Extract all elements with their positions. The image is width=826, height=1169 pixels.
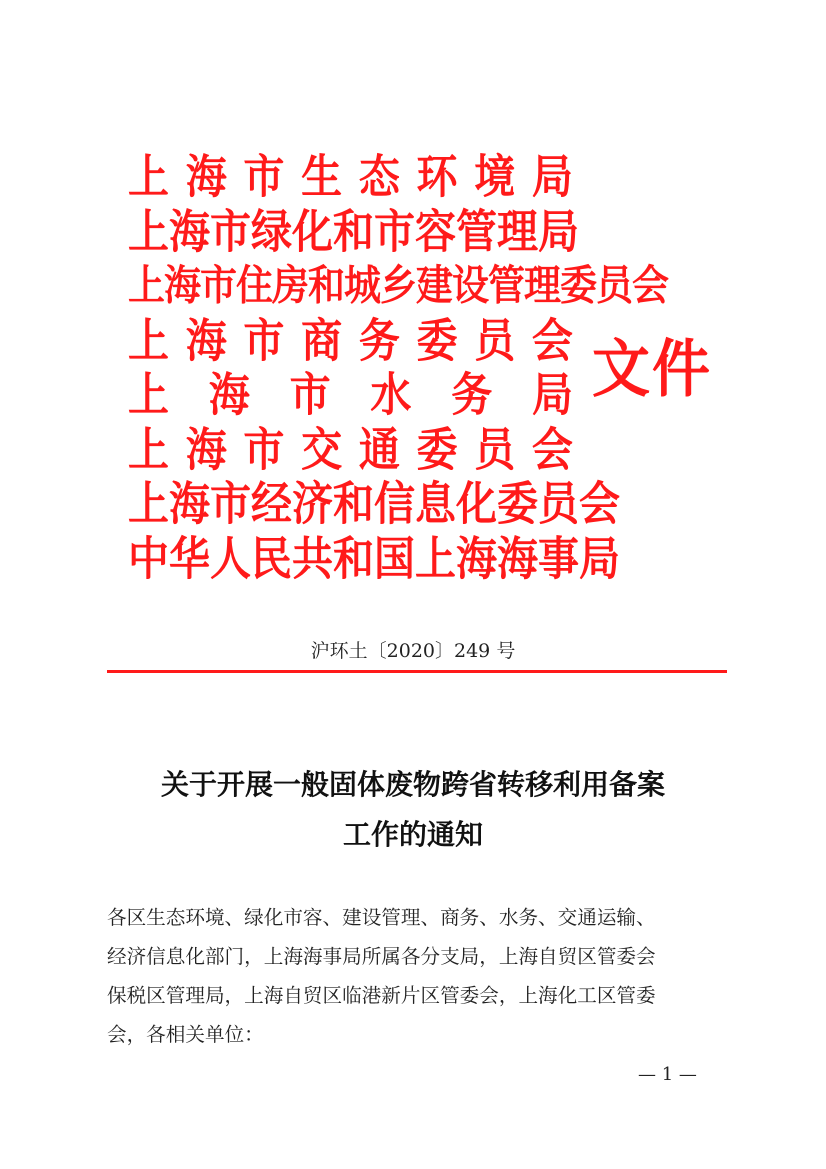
issuer-char: 员: [596, 261, 632, 310]
issuer-char: 事: [538, 531, 579, 586]
issuer-line: [128, 256, 668, 317]
issuer-line: [128, 310, 573, 371]
issuer-char: 上: [128, 261, 164, 310]
issuer-char: 海: [497, 531, 538, 586]
issuer-char: 会: [531, 313, 573, 368]
issuer-char: 和: [333, 477, 374, 531]
salutation-line: 经济信息化部门，上海海事局所属各分支局，上海自贸区管委会: [107, 945, 656, 968]
issuer-char: 理: [497, 204, 538, 259]
salutation-line: 会，各相关单位：: [107, 1023, 264, 1046]
issuer-char: 经: [251, 477, 292, 531]
issuer-char: 人: [210, 531, 251, 586]
issuer-char: 海: [169, 204, 210, 259]
issuer-line: [128, 419, 573, 480]
issuer-char: 和: [333, 531, 374, 586]
issuer-char: 会: [632, 261, 668, 310]
issuer-char: 海: [169, 477, 210, 531]
issuer-char: 市: [374, 204, 415, 259]
page-number: — 1 —: [638, 1064, 697, 1085]
issuer-char: 海: [185, 422, 227, 477]
issuer-char: 建: [416, 261, 452, 310]
issuer-char: 局: [531, 150, 573, 204]
issuer-char: 国: [374, 531, 415, 586]
issuer-char: 生: [301, 150, 343, 204]
issuer-char: 市: [243, 150, 285, 204]
issuer-char: 化: [292, 204, 333, 259]
issuer-char: 房: [272, 261, 308, 310]
issuer-char: 委: [560, 261, 596, 310]
issuer-char: 环: [416, 150, 458, 204]
issuer-char: 务: [451, 368, 493, 422]
issuer-char: 通: [358, 422, 400, 477]
issuer-char: 交: [301, 422, 343, 477]
issuer-char: 态: [358, 150, 400, 204]
issuer-char: 委: [416, 313, 458, 368]
issuer-char: 局: [531, 368, 573, 422]
issuer-char: 济: [292, 477, 333, 531]
issuer-char: 城: [344, 261, 380, 310]
issuer-char: 息: [415, 477, 456, 531]
issuer-char: 员: [474, 313, 516, 368]
issuer-char: 海: [185, 150, 227, 204]
issuer-char: 会: [579, 477, 620, 531]
issuer-line: [128, 147, 573, 208]
issuer-char: 中: [128, 531, 169, 586]
issuer-char: 管: [488, 261, 524, 310]
title-line-2: 工作的通知: [342, 818, 483, 851]
issuer-char: 海: [164, 261, 200, 310]
issuer-char: 信: [374, 477, 415, 531]
issuer-line: [128, 201, 579, 262]
issuer-char: 务: [358, 313, 400, 368]
document-number: 沪环土〔2020〕249 号: [310, 640, 516, 662]
issuer-char: 海: [456, 531, 497, 586]
issuer-char: 容: [415, 204, 456, 259]
issuer-char: 上: [128, 150, 169, 204]
issuer-char: 华: [169, 531, 210, 586]
document-suffix: 文件: [592, 332, 713, 406]
issuer-char: 绿: [251, 204, 292, 259]
issuer-char: 住: [236, 261, 272, 310]
issuer-char: 市: [210, 477, 251, 531]
issuer-char: 上: [128, 368, 169, 422]
issuer-char: 市: [200, 261, 236, 310]
issuer-char: 水: [370, 368, 412, 422]
salutation: [107, 898, 719, 1054]
issuer-line: [128, 365, 573, 426]
issuer-char: 化: [456, 477, 497, 531]
issuer-char: 海: [185, 313, 227, 368]
issuer-char: 和: [308, 261, 344, 310]
red-divider: [107, 670, 727, 673]
issuer-char: 管: [456, 204, 497, 259]
document-title: [0, 760, 826, 860]
issuer-char: 市: [243, 313, 285, 368]
issuer-char: 上: [128, 313, 169, 368]
issuer-char: 市: [289, 368, 331, 422]
issuer-char: 乡: [380, 261, 416, 310]
issuer-char: 民: [251, 531, 292, 586]
salutation-line: 保税区管理局，上海自贸区临港新片区管委会，上海化工区管委: [107, 984, 656, 1007]
issuer-char: 会: [531, 422, 573, 477]
issuer-char: 共: [292, 531, 333, 586]
issuer-char: 委: [416, 422, 458, 477]
issuer-char: 局: [538, 204, 579, 259]
issuer-char: 市: [210, 204, 251, 259]
issuer-char: 商: [301, 313, 343, 368]
issuer-char: 境: [474, 150, 516, 204]
issuer-char: 上: [128, 422, 169, 477]
issuer-char: 市: [243, 422, 285, 477]
issuer-char: 海: [208, 368, 250, 422]
issuer-char: 上: [128, 204, 169, 259]
issuer-line: [128, 474, 620, 535]
issuer-char: 委: [497, 477, 538, 531]
issuer-char: 设: [452, 261, 488, 310]
issuer-char: 和: [333, 204, 374, 259]
issuer-char: 理: [524, 261, 560, 310]
issuer-char: 局: [579, 531, 620, 586]
issuer-char: 员: [538, 477, 579, 531]
issuer-char: 上: [128, 477, 169, 531]
title-line-1: 关于开展一般固体废物跨省转移利用备案: [160, 768, 665, 801]
issuer-char: 员: [474, 422, 516, 477]
issuer-char: 上: [415, 531, 456, 586]
salutation-line: 各区生态环境、绿化市容、建设管理、商务、水务、交通运输、: [107, 906, 656, 929]
issuer-line: [128, 528, 620, 589]
